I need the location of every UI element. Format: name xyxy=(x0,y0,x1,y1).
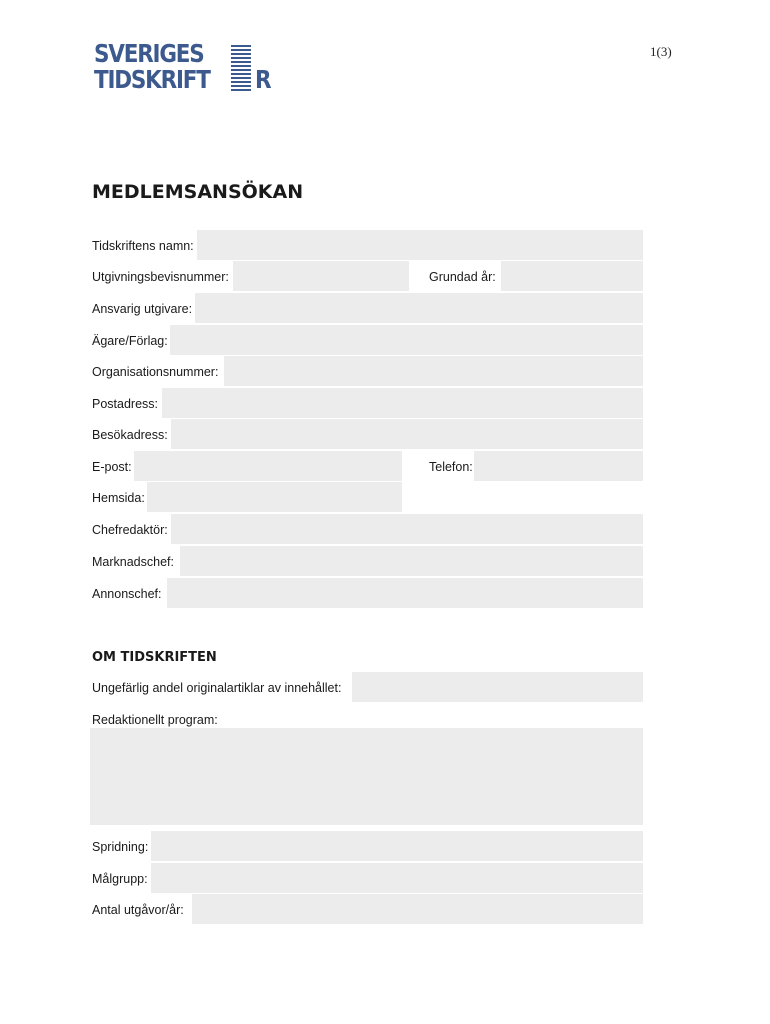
label-epost: E-post: xyxy=(92,460,132,474)
postadress-field[interactable] xyxy=(162,388,643,418)
ansvarig-utgivare-field[interactable] xyxy=(195,293,643,323)
utgivningsbevisnummer-field[interactable] xyxy=(233,261,409,291)
label-redaktionellt-program: Redaktionellt program: xyxy=(92,713,218,727)
logo-line-1: SVERIGES xyxy=(94,39,204,68)
agare-forlag-field[interactable] xyxy=(170,325,643,355)
label-grundad-ar: Grundad år: xyxy=(429,270,496,284)
malgrupp-field[interactable] xyxy=(151,863,643,893)
annonschef-field[interactable] xyxy=(167,578,643,608)
label-agare-forlag: Ägare/Förlag: xyxy=(92,334,168,348)
label-telefon: Telefon: xyxy=(429,460,473,474)
label-ansvarig-utgivare: Ansvarig utgivare: xyxy=(92,302,193,316)
marknadschef-field[interactable] xyxy=(180,546,643,576)
logo-line-2-end: R xyxy=(255,65,271,94)
label-organisationsnummer: Organisationsnummer: xyxy=(92,365,219,379)
label-spridning: Spridning: xyxy=(92,840,149,854)
label-antal-utgavor: Antal utgåvor/år: xyxy=(92,903,184,917)
organisationsnummer-field[interactable] xyxy=(224,356,643,386)
telefon-field[interactable] xyxy=(474,451,643,481)
label-postadress: Postadress: xyxy=(92,397,159,411)
epost-field[interactable] xyxy=(134,451,402,481)
label-marknadschef: Marknadschef: xyxy=(92,555,174,569)
spridning-field[interactable] xyxy=(151,831,643,861)
logo xyxy=(94,41,276,97)
chefredaktor-field[interactable] xyxy=(171,514,643,544)
grundad-ar-field[interactable] xyxy=(501,261,643,291)
logo-line-2: TIDSKRIFT xyxy=(94,65,210,94)
label-malgrupp: Målgrupp: xyxy=(92,872,148,886)
logo-stripes-icon xyxy=(231,45,251,95)
tidskriftens-namn-field[interactable] xyxy=(197,230,643,260)
label-originalartiklar: Ungefärlig andel originalartiklar av innehållet: xyxy=(92,681,342,695)
label-besokadress: Besökadress: xyxy=(92,428,168,442)
label-tidskriftens-namn: Tidskriftens namn: xyxy=(92,239,194,253)
section-heading-om-tidskriften: OM TIDSKRIFTEN xyxy=(92,650,217,665)
antal-utgavor-field[interactable] xyxy=(192,894,643,924)
redaktionellt-program-textarea[interactable] xyxy=(90,728,643,825)
hemsida-field[interactable] xyxy=(147,482,402,512)
originalartiklar-field[interactable] xyxy=(352,672,643,702)
besokadress-field[interactable] xyxy=(171,419,643,449)
label-hemsida: Hemsida: xyxy=(92,491,145,505)
page-number: 1(3) xyxy=(650,44,672,59)
label-chefredaktor: Chefredaktör: xyxy=(92,523,168,537)
form-title: MEDLEMSANSÖKAN xyxy=(92,181,304,203)
label-utgivningsbevisnummer: Utgivningsbevisnummer: xyxy=(92,270,229,284)
label-annonschef: Annonschef: xyxy=(92,587,162,601)
